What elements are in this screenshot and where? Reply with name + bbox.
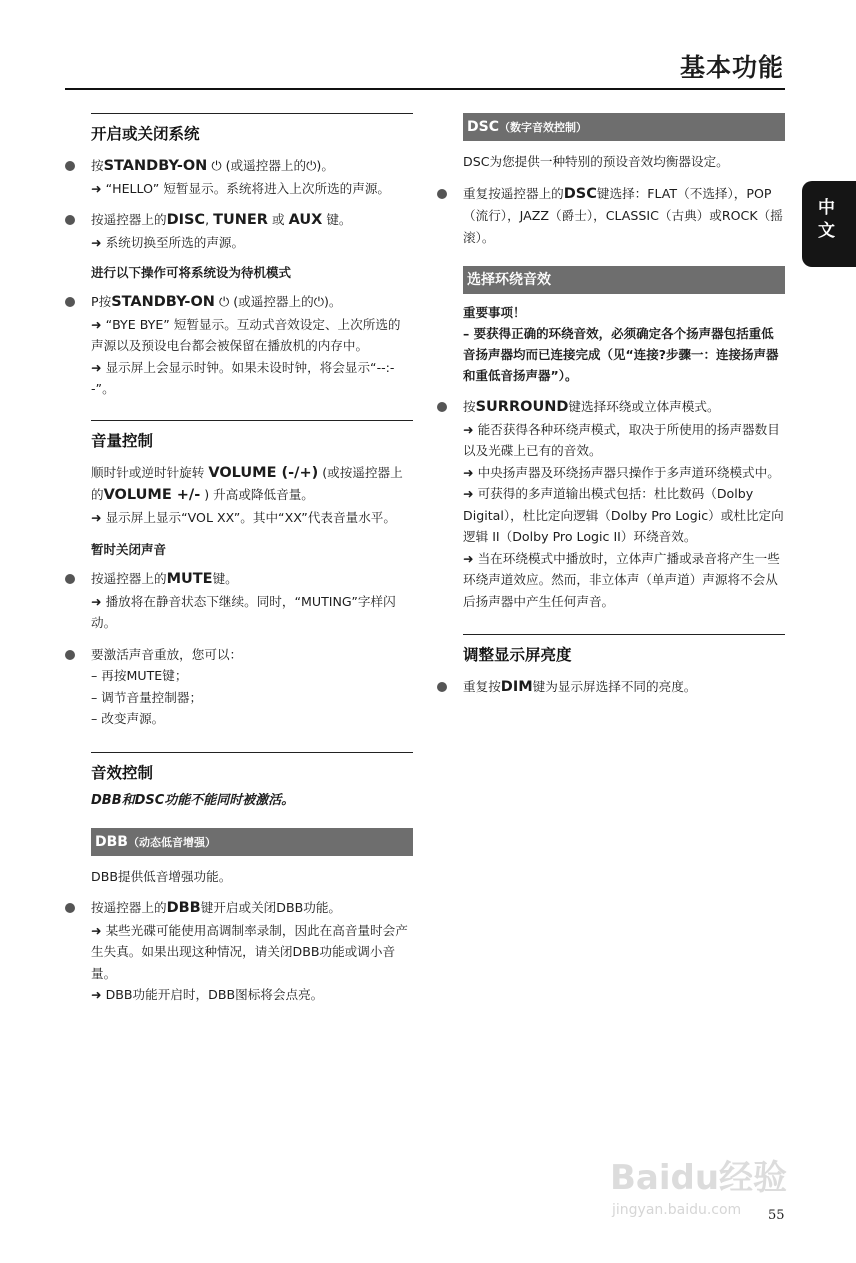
note: 系统切换至所选的声源。 bbox=[105, 234, 245, 250]
note: 播放将在静音状态下继续。同时，“MUTING”字样闪动。 bbox=[91, 593, 396, 630]
section-divider bbox=[91, 752, 413, 753]
note: “BYE BYE” 短暂显示。互动式音效设定、上次所选的声源以及预设电台都会被保留在播放机的内存中。 bbox=[91, 316, 401, 353]
arrow-icon: ➜ bbox=[463, 550, 474, 566]
page-title: 基本功能 bbox=[679, 53, 784, 82]
note: 能否获得各种环绕声模式，取决于所使用的扬声器数目以及光碟上已有的音效。 bbox=[463, 421, 780, 458]
band-title: DBB bbox=[95, 833, 128, 850]
note: “HELLO” 短暂显示。系统将进入上次所选的声源。 bbox=[105, 180, 391, 196]
subheading-standby: 进行以下操作可将系统设为待机模式 bbox=[91, 265, 292, 280]
note: 中央扬声器及环绕扬声器只操作于多声道环绕模式中。 bbox=[477, 464, 780, 480]
arrow-icon: ➜ bbox=[91, 316, 102, 332]
list-item bbox=[91, 291, 413, 400]
text: 键。 bbox=[322, 212, 352, 227]
key-dim: DIM bbox=[500, 679, 533, 695]
text: 按遥控器上的 bbox=[91, 212, 167, 227]
text: 按 bbox=[463, 399, 476, 414]
important-title: 重要事项！ bbox=[463, 305, 526, 320]
key-standby-on: STANDBY-ON bbox=[103, 158, 208, 174]
key-volume: VOLUME (-/+) bbox=[208, 464, 319, 481]
bullet-icon bbox=[437, 189, 447, 199]
title-rule bbox=[65, 88, 785, 90]
text: 按遥控器上的 bbox=[91, 571, 167, 586]
list-item bbox=[91, 897, 413, 1006]
list-item bbox=[463, 183, 785, 249]
text: )。 bbox=[324, 294, 342, 309]
section-divider bbox=[463, 634, 785, 635]
list-item bbox=[91, 568, 413, 634]
arrow-icon: ➜ bbox=[91, 359, 102, 375]
arrow-icon: ➜ bbox=[91, 593, 102, 609]
arrow-icon: ➜ bbox=[91, 922, 102, 938]
arrow-icon: ➜ bbox=[91, 509, 102, 525]
arrow-icon: ➜ bbox=[463, 486, 474, 501]
sub-item: – 改变声源。 bbox=[91, 711, 165, 726]
note: 显示屏上显示“VOL XX”。其中“XX”代表音量水平。 bbox=[105, 509, 396, 525]
watermark-url: jingyan.baidu.com bbox=[612, 1202, 742, 1218]
text: 键选择环绕或立体声模式。 bbox=[568, 399, 720, 414]
arrow-icon: ➜ bbox=[91, 234, 102, 250]
text: 键为显示屏选择不同的亮度。 bbox=[532, 679, 697, 694]
key-volume-remote: VOLUME +/- bbox=[103, 487, 201, 503]
arrow-icon: ➜ bbox=[91, 987, 102, 1002]
arrow-icon: ➜ bbox=[463, 421, 474, 437]
power-icon: ⏻ bbox=[306, 159, 317, 174]
text: 按遥控器上的 bbox=[91, 900, 167, 915]
text: (或遥控器上的 bbox=[229, 294, 314, 309]
page-number: 55 bbox=[768, 1208, 785, 1223]
warning-text: DBB和DSC功能不能同时被激活。 bbox=[91, 792, 295, 808]
section-heading-volume: 音量控制 bbox=[91, 431, 154, 450]
bullet-icon bbox=[437, 402, 447, 412]
right-column bbox=[463, 113, 785, 709]
sub-item: – 再按MUTE键； bbox=[91, 668, 188, 683]
band-dbb bbox=[91, 828, 413, 856]
key-standby-on: STANDBY-ON bbox=[111, 294, 215, 310]
band-dsc bbox=[463, 113, 785, 141]
important-text: – 要获得正确的环绕音效，必须确定各个扬声器包括重低音扬声器均而已连接完成（见“连接?步骤一：连接扬声器和重低音扬声器”）。 bbox=[463, 326, 779, 383]
sub-item: – 调节音量控制器； bbox=[91, 689, 203, 705]
key-dbb: DBB bbox=[166, 900, 201, 916]
text: 重复按遥控器上的 bbox=[463, 185, 564, 201]
left-column bbox=[91, 113, 413, 1016]
note: 显示屏上会显示时钟。如果未设时钟，将会显示“--:--”。 bbox=[91, 359, 395, 396]
note: 当在环绕模式中播放时，立体声广播或录音将产生一些环绕声道效应。然而，非立体声（单声道）声源将不会从后扬声器中产生任何声音。 bbox=[463, 550, 780, 609]
text: 键。 bbox=[212, 571, 238, 586]
text: 键选择：FLAT（不选择），POP（流行），JAZZ（爵士），CLASSIC（古典）或ROCK（摇滚）。 bbox=[463, 185, 783, 245]
text: ) 升高或降低音量。 bbox=[200, 487, 314, 502]
bullet-icon bbox=[65, 215, 75, 225]
arrow-icon: ➜ bbox=[463, 464, 474, 480]
note: 可获得的多声道输出模式包括：杜比数码（Dolby Digital），杜比定向逻辑（Dolby Pro Logic）或杜比定向逻辑 II（Dolby Pro Logic II）环绕音效。 bbox=[463, 486, 784, 544]
paragraph-volume bbox=[91, 462, 413, 529]
bullet-icon bbox=[437, 682, 447, 692]
section-divider bbox=[91, 420, 413, 421]
key-tuner: TUNER bbox=[213, 212, 268, 228]
text: P按 bbox=[91, 294, 112, 309]
key-mute: MUTE bbox=[166, 571, 213, 587]
description: DBB提供低音增强功能。 bbox=[91, 868, 232, 884]
text: 键开启或关闭DBB功能。 bbox=[200, 900, 342, 915]
key-surround: SURROUND bbox=[475, 399, 569, 415]
power-icon: ⏻ bbox=[211, 159, 222, 174]
text: 要激活声音重放，您可以： bbox=[91, 646, 243, 662]
band-subtitle: （动态低音增强） bbox=[127, 835, 216, 849]
text: (或遥控器上的 bbox=[221, 158, 307, 173]
note: DBB功能开启时，DBB图标将会点亮。 bbox=[105, 987, 324, 1002]
note: 某些光碟可能使用高调制率录制，因此在高音量时会产生失真。如果出现这种情况，请关闭DBB功能或调小音量。 bbox=[91, 922, 408, 981]
power-icon: ⏻ bbox=[218, 295, 230, 310]
list-item bbox=[463, 396, 785, 612]
list-item bbox=[463, 676, 785, 699]
section-divider bbox=[91, 113, 413, 114]
bullet-icon bbox=[65, 903, 75, 913]
description: DSC为您提供一种特别的预设音效均衡器设定。 bbox=[463, 154, 729, 169]
text: 或 bbox=[267, 212, 289, 227]
bullet-icon bbox=[65, 574, 75, 584]
key-disc: DISC bbox=[166, 212, 206, 228]
text: 重复按 bbox=[463, 679, 501, 694]
text: (或按遥控器上的 bbox=[91, 464, 403, 502]
bullet-icon bbox=[65, 161, 75, 171]
key-dsc: DSC bbox=[563, 185, 597, 202]
band-title: DSC bbox=[467, 119, 499, 135]
text: )。 bbox=[316, 158, 334, 173]
list-item bbox=[91, 644, 413, 730]
arrow-icon: ➜ bbox=[91, 180, 102, 196]
band-subtitle: （数字音效控制） bbox=[498, 121, 587, 134]
text: , bbox=[205, 212, 214, 227]
band-surround bbox=[463, 266, 785, 294]
section-heading-dim: 调整显示屏亮度 bbox=[463, 646, 572, 664]
text: 按 bbox=[91, 158, 104, 173]
key-aux: AUX bbox=[288, 212, 323, 228]
subheading-mute: 暂时关闭声音 bbox=[91, 542, 167, 557]
language-tab bbox=[802, 181, 856, 267]
band-title: 选择环绕音效 bbox=[467, 272, 551, 288]
power-icon: ⏻ bbox=[313, 295, 325, 310]
section-heading-power: 开启或关闭系统 bbox=[91, 125, 200, 143]
list-item bbox=[91, 155, 413, 199]
watermark-logo: Baidu经验 bbox=[610, 1158, 788, 1198]
language-tab-label: 中文 bbox=[814, 198, 834, 244]
section-heading-sound: 音效控制 bbox=[91, 763, 154, 782]
bullet-icon bbox=[65, 297, 75, 307]
list-item bbox=[91, 209, 413, 253]
text: 顺时针或逆时针旋转 bbox=[91, 464, 209, 480]
bullet-icon bbox=[65, 650, 75, 660]
